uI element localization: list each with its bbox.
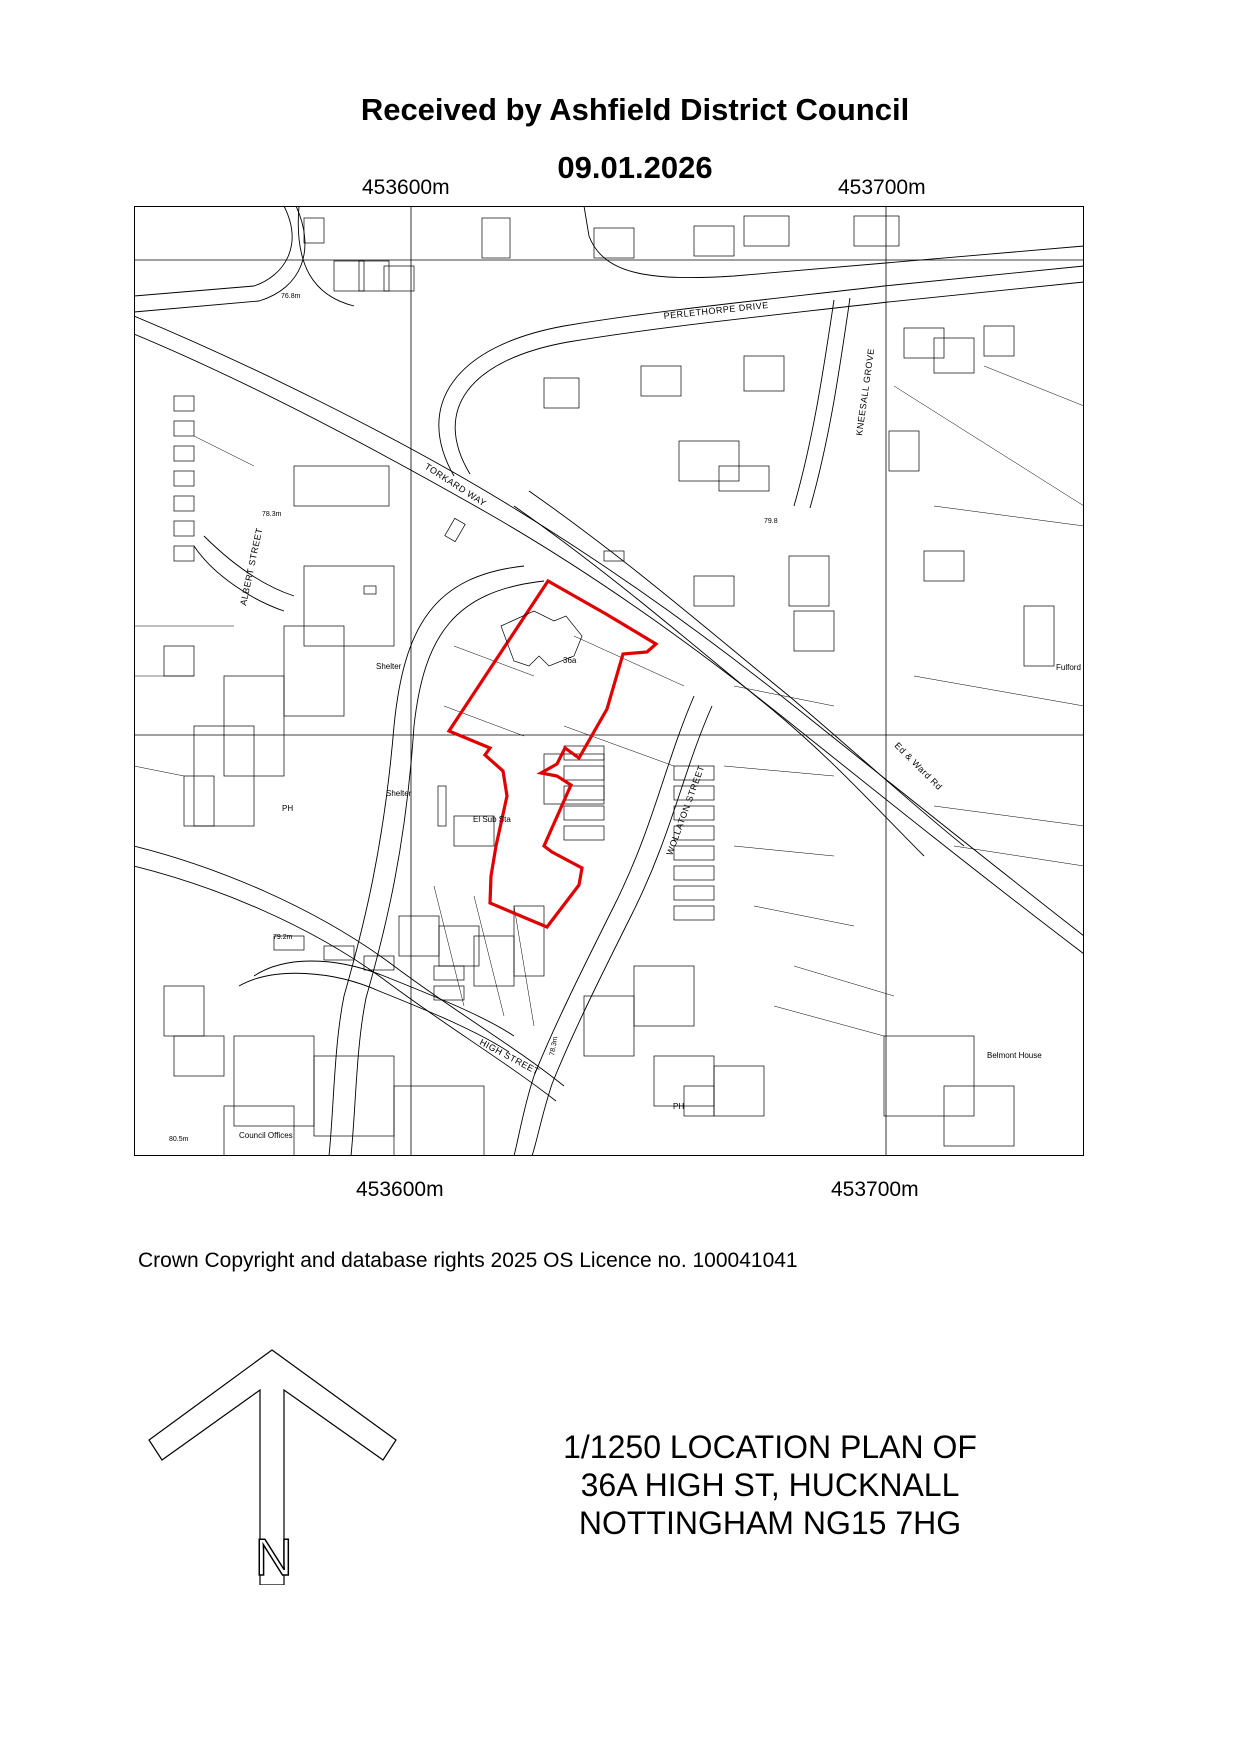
copyright-notice: Crown Copyright and database rights 2025 OS Licence no. 100041041 [138, 1249, 798, 1272]
spot-height-6: 79.8 [764, 518, 778, 525]
spot-height-4: 80.5m [169, 1136, 189, 1143]
north-letter: N [255, 1529, 293, 1587]
road-label-perlethorpe: PERLETHORPE DRIVE [663, 300, 770, 321]
plan-title-line-1: 1/1250 LOCATION PLAN OF [563, 1429, 977, 1465]
spot-height-5: 78.3m [549, 1035, 560, 1057]
grid-easting-top-right: 453700m [838, 176, 926, 199]
label-substation: El Sub Sta [473, 815, 511, 824]
location-map [134, 206, 1084, 1156]
plan-title-line-3: NOTTINGHAM NG15 7HG [578, 1505, 962, 1541]
spot-height-3: 79.2m [273, 934, 293, 941]
road-label-kneesall: KNEESALL GROVE [854, 347, 877, 437]
road-label-albert: ALBERT STREET [238, 526, 265, 607]
received-stamp: Received by Ashfield District Council [360, 92, 910, 127]
label-shelter-2: Shelter [386, 789, 412, 798]
spot-height-1: 76.8m [281, 293, 301, 300]
label-ph-1: PH [282, 804, 294, 813]
label-shelter-1: Shelter [376, 662, 402, 671]
map-svg [134, 206, 1084, 1156]
grid-easting-bottom-right: 453700m [831, 1178, 919, 1201]
received-date: 09.01.2026 [557, 150, 713, 185]
road-label-wollaton: WOLLATON STREET [664, 763, 707, 857]
label-fulford: Fulford [1056, 663, 1081, 672]
road-label-torkard: TORKARD WAY [422, 461, 489, 509]
plan-title-line-2: 36A HIGH ST, HUCKNALL [580, 1467, 960, 1503]
road-label-bypass: Ed & Ward Rd [892, 740, 945, 793]
label-council-offices: Council Offices [239, 1131, 293, 1140]
label-belmont-house: Belmont House [987, 1051, 1042, 1060]
spot-height-2: 78.3m [262, 511, 282, 518]
label-ph-2: PH [673, 1102, 685, 1111]
label-site-36a: 36a [563, 656, 577, 665]
plan-title [480, 1428, 1060, 1542]
grid-easting-top-left: 453600m [362, 176, 450, 199]
grid-easting-bottom-left: 453600m [356, 1178, 444, 1201]
road-label-high-street: HIGH STREET [478, 1036, 542, 1077]
